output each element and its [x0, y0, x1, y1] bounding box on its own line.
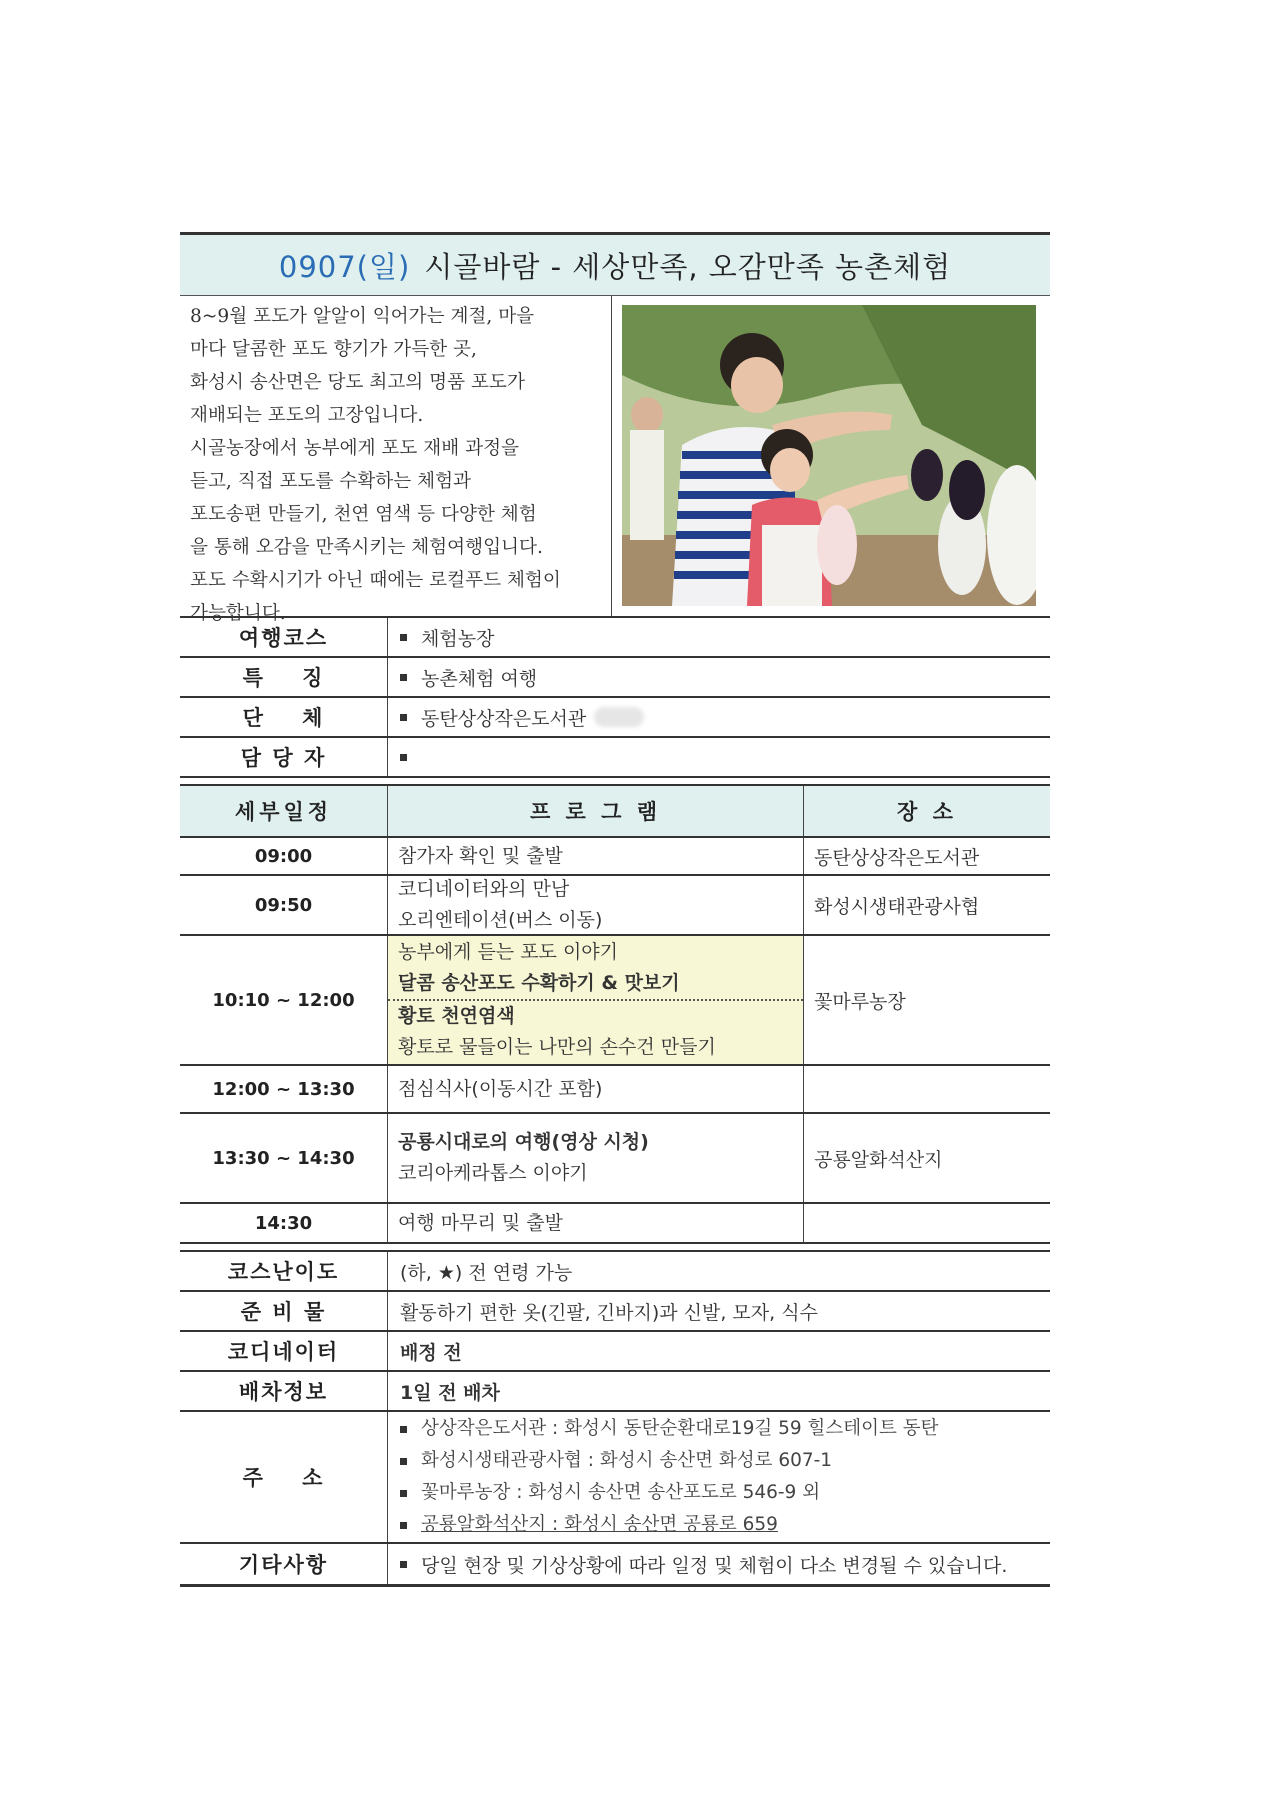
info-row-group [180, 698, 1050, 738]
etc-value: 당일 현장 및 기상상황에 따라 일정 및 체험이 다소 변경될 수 있습니다. [388, 1544, 1050, 1584]
address-label: 주 소 [180, 1412, 388, 1542]
schedule-row [180, 936, 1050, 1066]
info-row-course [180, 618, 1050, 658]
schedule-row [180, 838, 1050, 876]
schedule-program: 참가자 확인 및 출발 [388, 838, 804, 874]
info-label: 담 당 자 [180, 738, 388, 776]
intro-line: 화성시 송산면은 당도 최고의 명품 포도가 [190, 372, 525, 393]
detail-value: 1일 전 배차 [400, 1381, 500, 1404]
detail-row-difficulty [180, 1252, 1050, 1292]
address-row [180, 1412, 1050, 1544]
bullet-icon [400, 714, 407, 721]
address-item: 공룡알화석산지 : 화성시 송산면 공룡로 659 [400, 1509, 1050, 1541]
detail-value: 활동하기 편한 옷(긴팔, 긴바지)과 신발, 모자, 식수 [400, 1301, 818, 1324]
program-block-grape: 농부에게 듣는 포도 이야기 달콤 송산포도 수확하기 & 맛보기 [388, 937, 803, 1001]
schedule-place: 꽃마루농장 [814, 990, 906, 1013]
title-bar [180, 232, 1050, 296]
address-list [388, 1412, 1050, 1542]
bullet-icon [400, 1522, 407, 1529]
document [180, 232, 1050, 1587]
detail-label: 배차정보 [180, 1372, 388, 1410]
schedule-place: 동탄상상작은도서관 [814, 846, 980, 869]
bullet-icon [400, 1458, 407, 1465]
intro-section [180, 296, 1050, 624]
info-row-manager [180, 738, 1050, 778]
intro-line: 가능합니다. [190, 603, 286, 624]
page-title: 시골바람 - 세상만족, 오감만족 농촌체험 [424, 249, 952, 284]
schedule-header-place: 장 소 [897, 800, 957, 824]
schedule-time: 13:30 ~ 14:30 [180, 1114, 388, 1202]
info-row-feature [180, 658, 1050, 698]
schedule-time: 12:00 ~ 13:30 [180, 1066, 388, 1112]
grape-harvest-photo [622, 305, 1036, 606]
section-gap [180, 778, 1050, 786]
detail-row-coordinator [180, 1332, 1050, 1372]
schedule-time: 14:30 [180, 1204, 388, 1242]
detail-label: 코디네이터 [180, 1332, 388, 1370]
info-label: 특 징 [180, 658, 388, 696]
schedule-program: 공룡시대로의 여행(영상 시청) 코리아케라톱스 이야기 [388, 1114, 804, 1202]
program-block-dye: 황토 천연염색 황토로 물들이는 나만의 손수건 만들기 [398, 1005, 716, 1058]
bullet-icon [400, 1490, 407, 1497]
schedule-program-highlight [388, 936, 804, 1064]
bullet-icon [400, 754, 407, 761]
intro-line: 포도송편 만들기, 천연 염색 등 다양한 체험 [190, 504, 537, 525]
section-gap [180, 1244, 1050, 1252]
schedule-row [180, 1114, 1050, 1204]
intro-text [180, 296, 612, 624]
bullet-icon [400, 674, 407, 681]
photo-frame [612, 296, 1050, 616]
detail-value: (하, ★) 전 연령 가능 [400, 1261, 573, 1284]
schedule-program: 코디네이터와의 만남 오리엔테이션(버스 이동) [388, 876, 804, 934]
info-label: 여행코스 [180, 618, 388, 656]
info-value: 동탄상상작은도서관 [388, 698, 1050, 736]
redacted-mark [594, 707, 644, 727]
schedule-row [180, 1204, 1050, 1244]
intro-line: 마다 달콤한 포도 향기가 가득한 곳, [190, 339, 477, 360]
schedule-program: 여행 마무리 및 출발 [388, 1204, 804, 1242]
schedule-time: 09:50 [180, 876, 388, 934]
info-label: 단 체 [180, 698, 388, 736]
detail-row-supplies [180, 1292, 1050, 1332]
intro-line: 재배되는 포도의 고장입니다. [190, 405, 424, 426]
intro-line: 을 통해 오감을 만족시키는 체험여행입니다. [190, 537, 543, 558]
info-value: 농촌체험 여행 [388, 658, 1050, 696]
intro-line: 듣고, 직접 포도를 수확하는 체험과 [190, 471, 472, 492]
intro-line: 8~9월 포도가 알알이 익어가는 계절, 마을 [190, 306, 535, 327]
title-date: 0907(일) [278, 249, 411, 284]
bullet-icon [400, 1426, 407, 1433]
schedule-header [180, 786, 1050, 838]
schedule-row [180, 876, 1050, 936]
schedule-place: 화성시생태관광사협 [814, 895, 980, 918]
info-value: 체험농장 [388, 618, 1050, 656]
schedule-program: 점심식사(이동시간 포함) [388, 1066, 804, 1112]
intro-line: 시골농장에서 농부에게 포도 재배 과정을 [190, 438, 519, 459]
schedule-place [804, 1204, 1050, 1242]
address-item: 상상작은도서관 : 화성시 동탄순환대로19길 59 힐스테이트 동탄 [400, 1413, 1050, 1445]
etc-label: 기타사항 [180, 1544, 388, 1584]
detail-value: 배정 전 [400, 1341, 462, 1364]
schedule-place [804, 1066, 1050, 1112]
intro-line: 포도 수확시기가 아닌 때에는 로컬푸드 체험이 [190, 570, 561, 591]
detail-label: 코스난이도 [180, 1252, 388, 1290]
detail-label: 준 비 물 [180, 1292, 388, 1330]
info-value [388, 738, 1050, 776]
schedule-time: 10:10 ~ 12:00 [180, 936, 388, 1064]
etc-row [180, 1544, 1050, 1587]
address-item: 꽃마루농장 : 화성시 송산면 송산포도로 546-9 외 [400, 1477, 1050, 1509]
bullet-icon [400, 634, 407, 641]
schedule-header-time: 세부일정 [180, 786, 388, 836]
schedule-row [180, 1066, 1050, 1114]
address-item: 화성시생태관광사협 : 화성시 송산면 화성로 607-1 [400, 1445, 1050, 1477]
bullet-icon [400, 1561, 407, 1568]
schedule-place: 공룡알화석산지 [814, 1148, 943, 1171]
grape-harvest-illustration [622, 305, 1036, 606]
detail-row-bus [180, 1372, 1050, 1412]
schedule-time: 09:00 [180, 838, 388, 874]
schedule-header-program: 프 로 그 램 [388, 786, 804, 836]
